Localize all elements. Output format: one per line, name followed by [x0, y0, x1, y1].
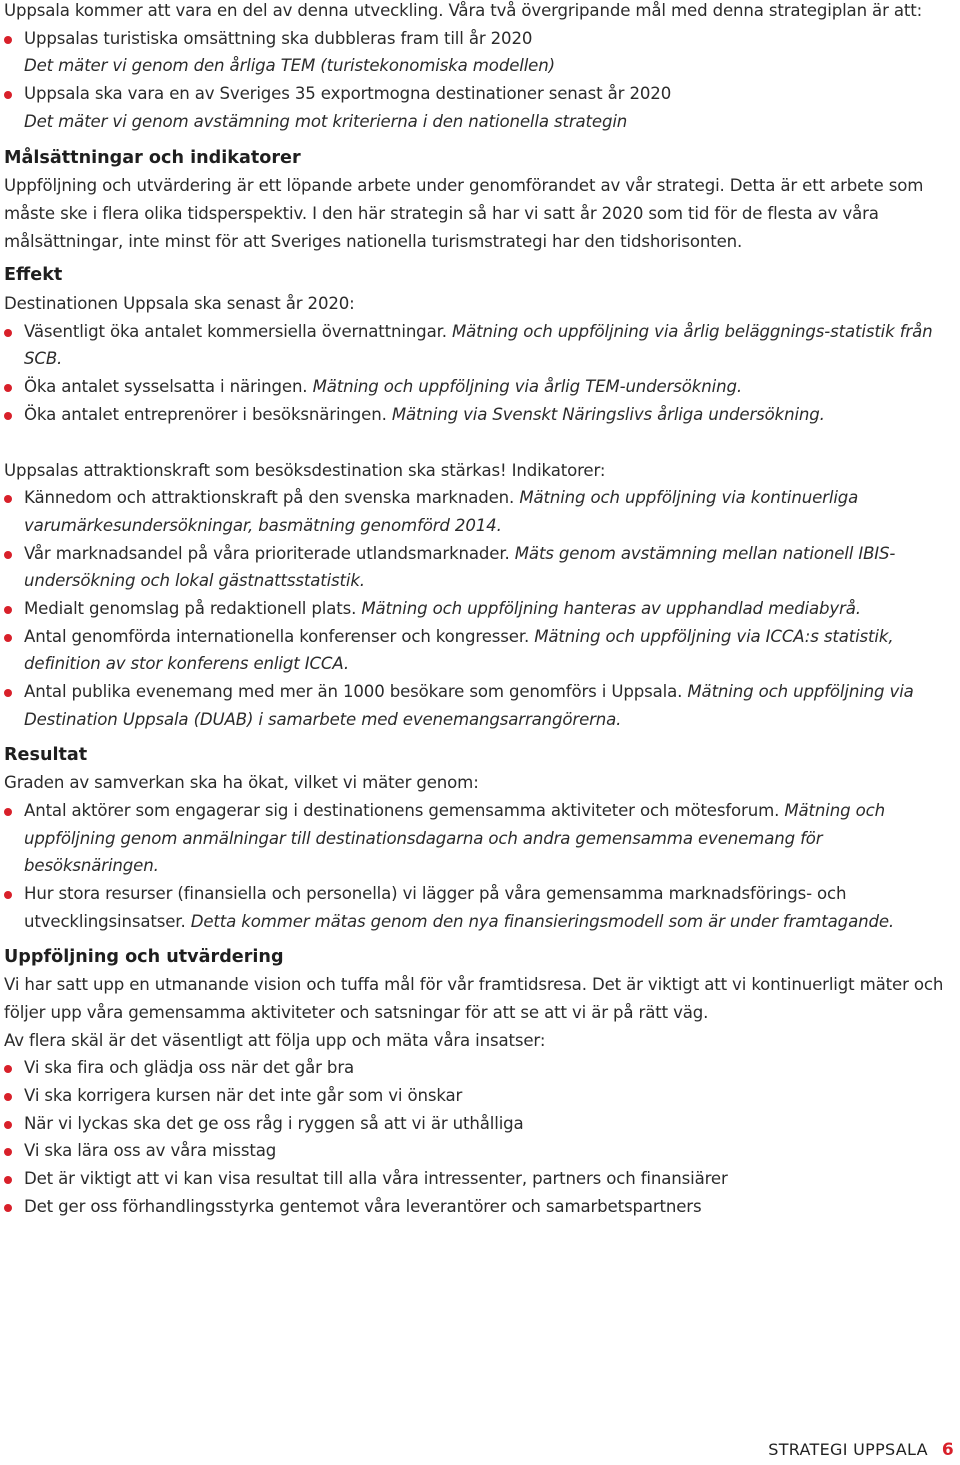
list-item	[0, 484, 955, 539]
section-heading-resultat: Resultat	[4, 744, 88, 765]
effekt-list	[0, 318, 955, 429]
list-item	[0, 880, 955, 935]
item-text: Kännedom och attraktionskraft på den svenska marknaden.	[24, 488, 520, 508]
item-measure: Mätning och uppföljning genom anmälningar till destinationsdagarna och andra gemensamma evenemang för besöksnäringen.	[24, 800, 885, 876]
goal-text: Uppsala ska vara en av Sveriges 35 exportmogna destinationer senast år 2020	[24, 84, 672, 104]
item-text: Öka antalet entreprenörer i besöksnäringen.	[24, 404, 392, 424]
uppfoljning-intro: Av flera skäl är det väsentligt att följa upp och mäta våra insatser:	[4, 1030, 546, 1050]
malsattningar-paragraph: Uppföljning och utvärdering är ett löpande arbete under genomförandet av vår strategi. Detta är ett arbete som måste ske i flera olika tidsperspektiv. I den här strategin så har vi satt år 2020 som tid för de flesta av våra målsättningar, inte minst för att Sveriges nationella turismstrategi har den tidshorisonten.	[4, 176, 924, 251]
list-item: När vi lyckas ska det ge oss råg i ryggen så att vi är uthålliga	[0, 1110, 955, 1138]
item-measure: Mätning och uppföljning via Destination Uppsala (DUAB) i samarbete med evenemangsarrangörerna.	[24, 682, 914, 729]
attraktion-list	[0, 484, 955, 733]
uppfoljning-list	[0, 1054, 955, 1220]
item-text: Öka antalet sysselsatta i näringen.	[24, 377, 313, 397]
goals-list	[0, 25, 955, 136]
item-text: Vår marknadsandel på våra prioriterade utlandsmarknader.	[24, 543, 515, 563]
item-measure: Mätning och uppföljning via ICCA:s statistik, definition av stor konferens enligt ICCA.	[24, 626, 894, 674]
list-item	[0, 678, 955, 733]
item-measure: Mätning och uppföljning via årlig beläggnings-statistik från SCB.	[24, 321, 933, 369]
item-measure: Mätning och uppföljning via kontinuerliga varumärkesundersökningar, basmätning genomförd 2014.	[24, 488, 859, 535]
list-item: Det ger oss förhandlingsstyrka gentemot våra leverantörer och samarbetspartners	[0, 1193, 955, 1221]
section-heading-malsattningar: Målsättningar och indikatorer	[4, 147, 301, 168]
list-item	[0, 595, 955, 623]
list-item: Det är viktigt att vi kan visa resultat till alla våra intressenter, partners och finansiärer	[0, 1165, 955, 1193]
item-measure: Mätning och uppföljning via årlig TEM-undersökning.	[312, 377, 742, 397]
list-item	[0, 373, 955, 401]
section-heading-uppfoljning: Uppföljning och utvärdering	[4, 946, 284, 967]
footer-title: STRATEGI UPPSALA	[768, 1440, 928, 1459]
intro-paragraph: Uppsala kommer att vara en del av denna utveckling. Våra två övergripande mål med denna strategiplan är att:	[4, 1, 923, 20]
list-item: Vi ska fira och glädja oss när det går bra	[0, 1054, 955, 1082]
list-item	[0, 540, 955, 595]
attraktion-intro: Uppsalas attraktionskraft som besöksdestination ska stärkas! Indikatorer:	[4, 460, 606, 480]
page-footer	[768, 1436, 954, 1458]
item-measure: Mätning via Svenskt Näringslivs årliga undersökning.	[391, 404, 825, 424]
goal-measure: Det mäter vi genom avstämning mot kriterierna i den nationella strategin	[24, 111, 628, 131]
list-item	[0, 623, 955, 678]
resultat-intro: Graden av samverkan ska ha ökat, vilket vi mäter genom:	[4, 773, 479, 793]
item-text: Antal publika evenemang med mer än 1000 besökare som genomförs i Uppsala.	[24, 682, 688, 702]
item-measure: Mäts genom avstämning mellan nationell IBIS-undersökning och lokal gästnattsstatistik.	[24, 543, 896, 591]
list-item: Vi ska lära oss av våra misstag	[0, 1137, 955, 1165]
page-number: 6	[941, 1440, 954, 1460]
item-text: Antal aktörer som engagerar sig i destinationens gemensamma aktiviteter och mötesforum.	[24, 800, 785, 820]
item-measure: Detta kommer mätas genom den nya finansieringsmodell som är under framtagande.	[190, 911, 895, 931]
item-measure: Mätning och uppföljning hanteras av upphandlad mediabyrå.	[361, 599, 861, 619]
list-item	[0, 401, 955, 429]
section-heading-effekt: Effekt	[4, 265, 63, 286]
list-item	[0, 25, 955, 53]
list-item: Vi ska korrigera kursen när det inte går som vi önskar	[0, 1082, 955, 1110]
item-text: Antal genomförda internationella konferenser och kongresser.	[24, 626, 535, 646]
item-text: Väsentligt öka antalet kommersiella övernattningar.	[24, 321, 452, 341]
uppfoljning-paragraph: Vi har satt upp en utmanande vision och tuffa mål för vår framtidsresa. Det är viktigt att vi kontinuerligt mäter och följer upp våra gemensamma aktiviteter och satsningar för att se att vi är på rätt väg.	[4, 975, 944, 1022]
list-item	[0, 797, 955, 880]
goal-measure: Det mäter vi genom den årliga TEM (turistekonomiska modellen)	[24, 56, 555, 76]
resultat-list	[0, 797, 955, 936]
item-text: Hur stora resurser (finansiella och personella) vi lägger på våra gemensamma marknadsförings- och utvecklingsinsatser.	[24, 884, 847, 931]
list-item	[0, 80, 955, 108]
item-text: Medialt genomslag på redaktionell plats.	[24, 599, 362, 619]
goal-text: Uppsalas turistiska omsättning ska dubbleras fram till år 2020	[24, 28, 533, 48]
list-item	[0, 318, 955, 373]
effekt-intro: Destinationen Uppsala ska senast år 2020:	[4, 294, 355, 314]
